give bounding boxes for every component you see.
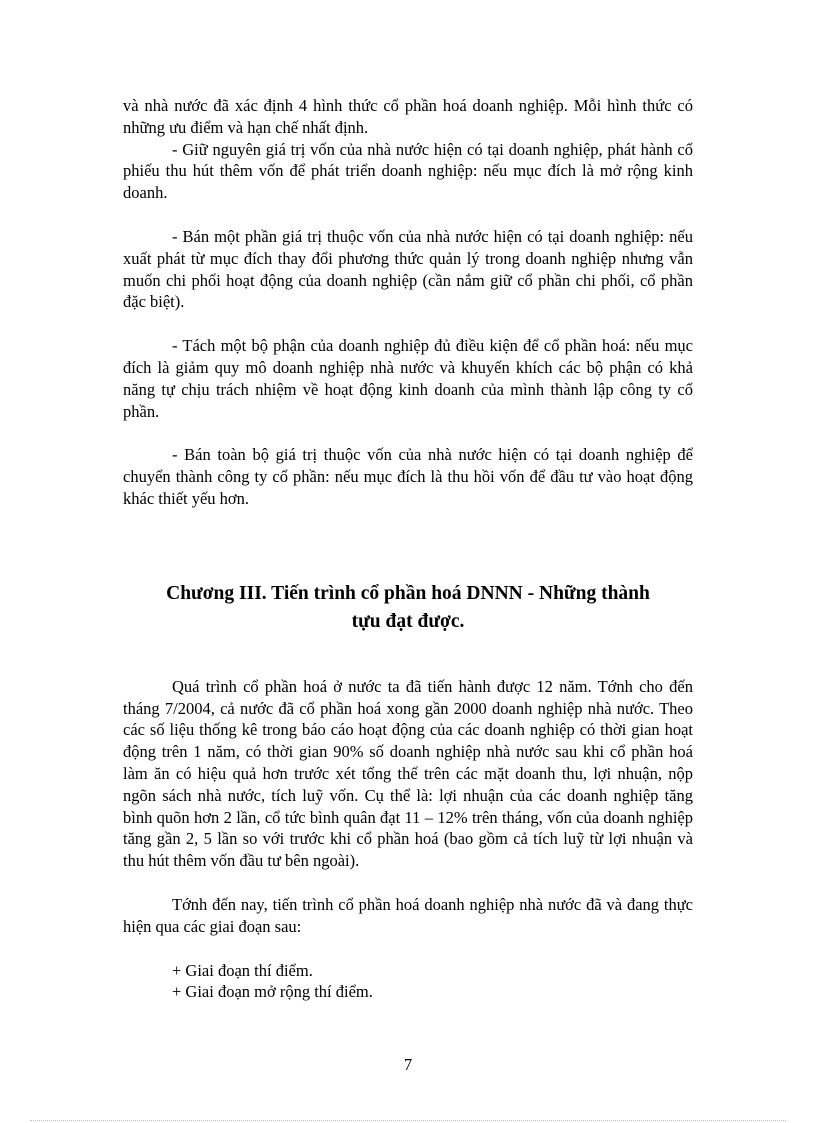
list-item: + Giai đoạn thí điểm.	[172, 960, 313, 980]
chapter-title-line-2: tựu đạt được.	[351, 610, 465, 632]
chapter-heading	[123, 580, 693, 636]
paragraph-form-2: - Bán một phần giá trị thuộc vốn của nhà nước hiện có tại doanh nghiệp: nếu xuất phát từ mục đích thay đổi phương thức quản lý trong doanh nghiệp nhưng vẫn muốn chi phối hoạt động của doanh nghiệp (cần nắm giữ cổ phần chi phối, cổ phần đặc biệt).	[123, 226, 693, 312]
stage-list	[123, 960, 693, 1004]
page-number: 7	[403, 1055, 413, 1074]
chapter-title-line-1: Chương III. Tiến trình cổ phần hoá DNNN - Những thành	[166, 582, 650, 604]
paragraph-stages-intro: Tớnh đến nay, tiến trình cổ phần hoá doanh nghiệp nhà nước đã và đang thực hiện qua các giai đoạn sau:	[123, 894, 693, 936]
paragraph-process: Quá trình cổ phần hoá ở nước ta đã tiến hành được 12 năm. Tớnh cho đến tháng 7/2004, cả nước đã cổ phần hoá xong gần 2000 doanh nghiệp nhà nước. Theo các số liệu thống kê trong báo cáo hoạt động của các doanh nghiệp có thời gian hoạt động trên 1 năm, có thời gian 90% số doanh nghiệp nhà nước sau khi cổ phần hoá làm ăn có hiệu quả hơn trước xét tổng thể trên các mặt doanh thu, lợi nhuận, nộp ngõn sách nhà nước, tích luỹ vốn. Cụ thể là: lợi nhuận của các doanh nghiệp tăng bình quõn hơn 2 lần, cổ tức bình quân đạt 11 – 12% trên tháng, vốn của doanh nghiệp tăng gần 2, 5 lần so với trước khi cổ phần hoá (bao gồm cả tích luỹ từ lợi nhuận và thu hút thêm vốn đầu tư bên ngoài).	[123, 676, 693, 871]
footer-divider	[30, 1120, 786, 1121]
paragraph-form-1: - Giữ nguyên giá trị vốn của nhà nước hiện có tại doanh nghiệp, phát hành cổ phiếu thu hút thêm vốn để phát triển doanh nghiệp: nếu mục đích là mở rộng kinh doanh.	[123, 139, 693, 203]
paragraph-form-3: - Tách một bộ phận của doanh nghiệp đủ điều kiện để cổ phần hoá: nếu mục đích là giảm quy mô doanh nghiệp nhà nước và khuyến khích các bộ phận có khả năng tự chịu trách nhiệm về hoạt động kinh doanh của mình thành lập công ty cổ phần.	[123, 336, 693, 421]
page-body	[123, 95, 693, 1003]
paragraph-form-4: - Bán toàn bộ giá trị thuộc vốn của nhà nước hiện có tại doanh nghiệp để chuyển thành công ty cổ phần: nếu mục đích là thu hồi vốn để đầu tư vào hoạt động khác thiết yếu hơn.	[123, 445, 693, 508]
list-item: + Giai đoạn mở rộng thí điểm.	[172, 982, 373, 1002]
paragraph-intro: và nhà nước đã xác định 4 hình thức cổ phần hoá doanh nghiệp. Mỗi hình thức có những ưu điểm và hạn chế nhất định.	[123, 96, 693, 137]
